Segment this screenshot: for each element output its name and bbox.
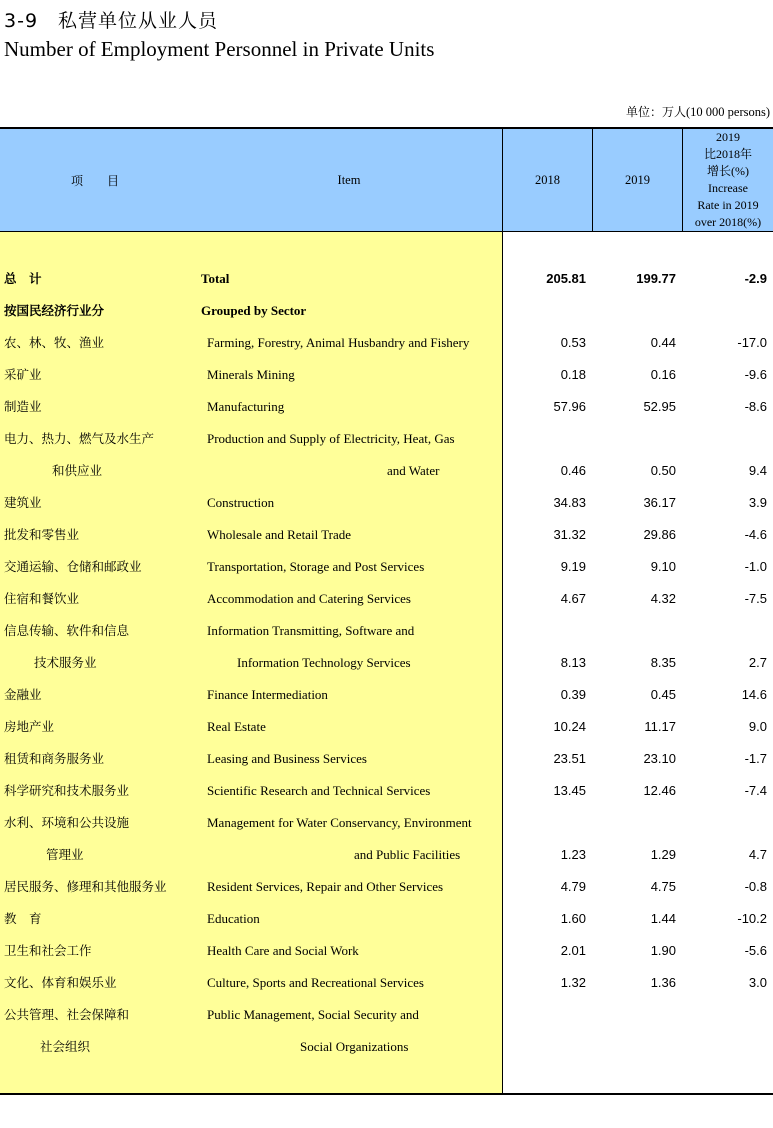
row-label-en: and Public Facilities	[354, 847, 461, 862]
row-label-en: Social Organizations	[300, 1039, 409, 1054]
value-2018: 10.24	[553, 719, 586, 734]
value-2019: 0.16	[650, 367, 676, 382]
value-2018: 2.01	[560, 943, 586, 958]
value-2019: 1.36	[650, 975, 676, 990]
value-2018: 0.39	[560, 687, 586, 702]
header-rate-line: Rate in 2019	[697, 198, 759, 212]
header-rate-line: 比2018年	[703, 147, 752, 161]
row-label-en: Information Technology Services	[237, 655, 411, 670]
value-2018: 57.96	[553, 399, 586, 414]
value-2019: 23.10	[643, 751, 676, 766]
row-label-cn: 电力、热力、燃气及水生产	[4, 431, 155, 446]
value-rate: 14.6	[741, 687, 767, 702]
row-label-en: Production and Supply of Electricity, Heat, Gas	[207, 431, 455, 446]
row-label-cn: 制造业	[4, 399, 42, 414]
value-2018: 205.81	[546, 271, 586, 286]
table-row	[0, 871, 773, 903]
value-2019: 8.35	[650, 655, 676, 670]
value-rate: -0.8	[744, 879, 767, 894]
value-rate: -4.6	[744, 527, 767, 542]
value-2019: 9.10	[650, 559, 676, 574]
value-2018: 0.53	[560, 335, 586, 350]
table-title-chinese: 3-9 私营单位从业人员	[4, 10, 219, 32]
row-label-en: Health Care and Social Work	[207, 943, 359, 958]
table-row	[0, 743, 773, 775]
row-label-en: and Water	[387, 463, 440, 478]
row-label-cn: 总 计	[4, 271, 42, 286]
row-label-en: Grouped by Sector	[201, 303, 307, 318]
value-2018: 13.45	[553, 783, 586, 798]
value-2019: 29.86	[643, 527, 676, 542]
row-label-cn: 房地产业	[4, 719, 55, 734]
value-rate: 4.7	[748, 847, 767, 862]
value-2018: 23.51	[553, 751, 586, 766]
table-row	[0, 295, 773, 327]
row-label-cn: 采矿业	[4, 367, 42, 382]
table-row	[0, 583, 773, 615]
value-2018: 1.23	[560, 847, 586, 862]
row-label-en: Information Transmitting, Software and	[207, 623, 415, 638]
value-2019: 1.29	[650, 847, 676, 862]
row-label-en: Total	[201, 271, 230, 286]
row-label-en: Construction	[207, 495, 275, 510]
unit-label	[626, 103, 770, 120]
value-rate: -9.6	[744, 367, 767, 382]
row-label-cn: 租赁和商务服务业	[4, 751, 105, 766]
row-label-en: Education	[207, 911, 260, 926]
table-row	[0, 519, 773, 551]
row-label-en: Accommodation and Catering Services	[207, 591, 411, 606]
value-2018: 0.46	[560, 463, 586, 478]
table-row	[0, 999, 773, 1031]
row-label-cn: 农、林、牧、渔业	[4, 335, 105, 350]
value-2018: 4.79	[560, 879, 586, 894]
row-label-cn: 社会组织	[40, 1039, 91, 1054]
table-row	[0, 711, 773, 743]
value-2019: 1.44	[650, 911, 676, 926]
value-2018: 8.13	[560, 655, 586, 670]
table-row	[0, 551, 773, 583]
header-rate-line: Increase	[708, 181, 748, 195]
value-2019: 0.45	[650, 687, 676, 702]
row-label-cn: 卫生和社会工作	[4, 943, 92, 958]
value-rate: -1.7	[744, 751, 767, 766]
row-label-cn: 技术服务业	[34, 655, 97, 670]
row-label-en: Real Estate	[207, 719, 266, 734]
value-rate: -8.6	[744, 399, 767, 414]
table-row	[0, 327, 773, 359]
row-label-en: Resident Services, Repair and Other Services	[207, 879, 444, 894]
table-row	[0, 423, 773, 455]
table-row	[0, 455, 773, 487]
value-2019: 52.95	[643, 399, 676, 414]
row-label-en: Public Management, Social Security and	[207, 1007, 419, 1022]
value-2018: 9.19	[560, 559, 586, 574]
value-2018: 1.60	[560, 911, 586, 926]
header-rate-line: over 2018(%)	[694, 215, 762, 229]
table-row	[0, 935, 773, 967]
table-row	[0, 679, 773, 711]
row-label-cn: 住宿和餐饮业	[4, 591, 80, 606]
row-label-en: Farming, Forestry, Animal Husbandry and Fishery	[207, 335, 470, 350]
header-2018: 2018	[535, 172, 560, 187]
value-rate: 3.9	[748, 495, 767, 510]
row-label-cn: 文化、体育和娱乐业	[4, 975, 117, 990]
value-rate: -5.6	[744, 943, 767, 958]
row-label-cn: 管理业	[46, 847, 84, 862]
table-row	[0, 839, 773, 871]
table-row	[0, 487, 773, 519]
value-2019: 4.32	[650, 591, 676, 606]
row-label-cn: 金融业	[4, 687, 42, 702]
table-bottom-rule	[0, 1093, 773, 1095]
row-label-cn: 交通运输、仓储和邮政业	[4, 559, 142, 574]
table-row	[0, 263, 773, 295]
row-label-cn: 信息传输、软件和信息	[4, 623, 130, 638]
header-rule	[0, 231, 773, 232]
value-rate: -10.2	[737, 911, 767, 926]
value-2019: 0.50	[650, 463, 676, 478]
value-rate: -7.5	[744, 591, 767, 606]
value-2019: 11.17	[644, 719, 676, 734]
value-2018: 0.18	[560, 367, 586, 382]
value-2019: 0.44	[650, 335, 676, 350]
value-rate: -1.0	[744, 559, 767, 574]
unit-label-en: (10 000 persons)	[685, 105, 770, 119]
row-label-cn: 建筑业	[4, 495, 42, 510]
table-row	[0, 359, 773, 391]
value-rate: -2.9	[744, 271, 767, 286]
table-row	[0, 967, 773, 999]
header-2019: 2019	[625, 172, 650, 187]
value-rate: 9.4	[748, 463, 767, 478]
value-rate: 3.0	[748, 975, 767, 990]
row-label-en: Leasing and Business Services	[207, 751, 367, 766]
row-label-en: Management for Water Conservancy, Environment	[207, 815, 472, 830]
row-label-en: Wholesale and Retail Trade	[207, 527, 352, 542]
row-label-cn: 居民服务、修理和其他服务业	[4, 879, 167, 894]
row-label-cn: 科学研究和技术服务业	[4, 783, 130, 798]
employment-table	[0, 127, 773, 1095]
row-label-en: Scientific Research and Technical Services	[207, 783, 431, 798]
unit-label-cn: 单位：万人	[625, 105, 686, 119]
value-2018: 4.67	[560, 591, 586, 606]
row-label-cn: 批发和零售业	[4, 527, 80, 542]
row-label-cn: 教 育	[4, 911, 42, 926]
table-row	[0, 775, 773, 807]
value-2019: 36.17	[643, 495, 676, 510]
value-2019: 12.46	[643, 783, 676, 798]
value-rate: -17.0	[737, 335, 767, 350]
row-label-en: Finance Intermediation	[207, 687, 328, 702]
value-rate: 2.7	[748, 655, 767, 670]
row-label-cn: 和供应业	[52, 463, 103, 478]
value-2019: 199.77	[636, 271, 676, 286]
table-row	[0, 647, 773, 679]
row-label-cn: 公共管理、社会保障和	[4, 1007, 130, 1022]
row-label-cn: 按国民经济行业分	[4, 303, 105, 318]
table-row	[0, 903, 773, 935]
header-increase-rate	[683, 129, 773, 231]
row-label-en: Manufacturing	[207, 399, 285, 414]
value-rate: 9.0	[748, 719, 767, 734]
table-row	[0, 391, 773, 423]
value-2018: 34.83	[553, 495, 586, 510]
header-rate-line: 2019	[716, 130, 740, 144]
row-label-en: Minerals Mining	[207, 367, 295, 382]
row-label-en: Culture, Sports and Recreational Services	[207, 975, 424, 990]
row-label-cn: 水利、环境和公共设施	[4, 815, 130, 830]
table-row	[0, 615, 773, 647]
value-rate: -7.4	[744, 783, 767, 798]
header-rate-line: 增长(%)	[707, 164, 749, 178]
table-title-english: Number of Employment Personnel in Private Units	[4, 37, 435, 61]
header-item-cn: 项 目	[70, 173, 125, 188]
header-item-en: Item	[337, 172, 361, 187]
value-2018: 31.32	[553, 527, 586, 542]
value-2019: 1.90	[650, 943, 676, 958]
row-label-en: Transportation, Storage and Post Services	[207, 559, 425, 574]
value-2019: 4.75	[650, 879, 676, 894]
table-row	[0, 807, 773, 839]
table-row	[0, 1031, 773, 1063]
value-2018: 1.32	[560, 975, 586, 990]
